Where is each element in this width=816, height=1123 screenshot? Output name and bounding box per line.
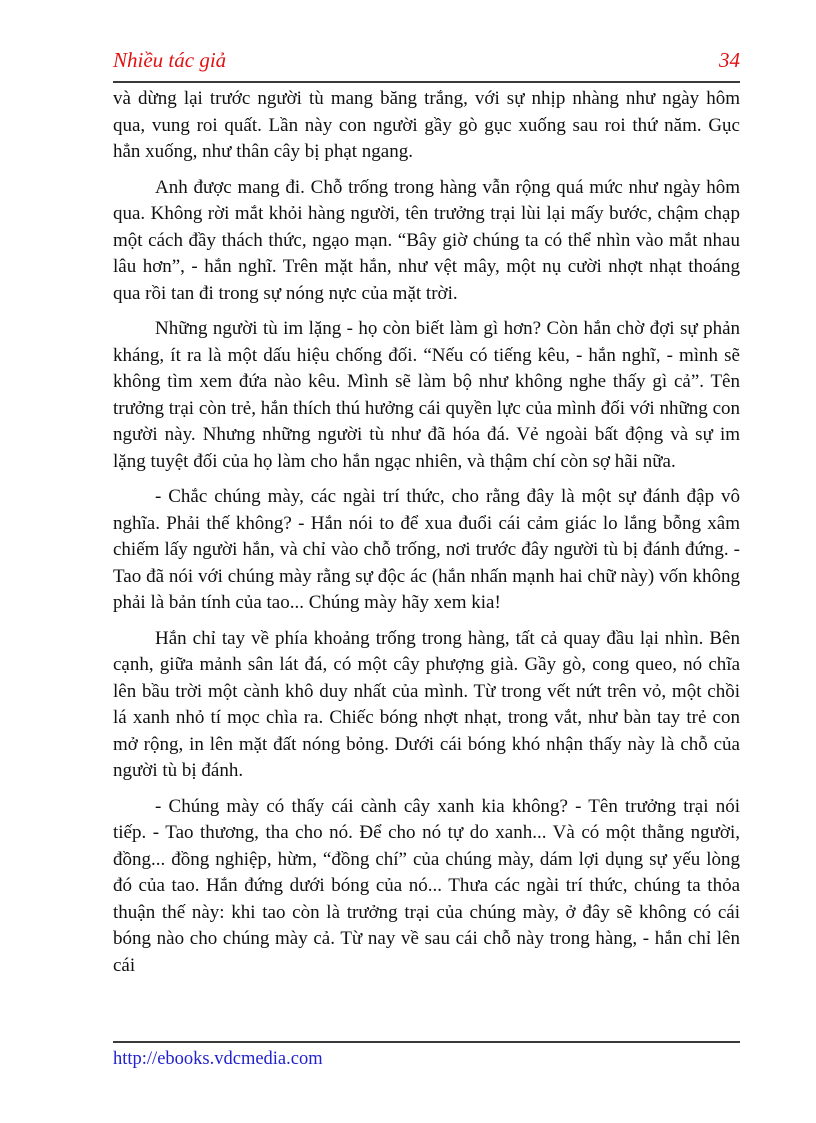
header-page-number: 34: [719, 48, 740, 72]
footer-url-link[interactable]: http://ebooks.vdcmedia.com: [113, 1049, 323, 1069]
header-rule: [113, 81, 740, 83]
paragraph: - Chắc chúng mày, các ngài trí thức, cho rằng đây là một sự đánh đập vô nghĩa. Phải thế không? - Hắn nói to để xua đuổi cái cảm giác lo lắng bỗng xâm chiếm lấy người hắn, và chỉ vào chỗ trống, nơi trước đây người tù bị đánh đứng. - Tao đã nói với chúng mày rằng sự độc ác (hắn nhấn mạnh hai chữ này) vốn không phải là bản tính của tao... Chúng mày hãy xem kia!: [113, 486, 740, 613]
paragraph: Những người tù im lặng - họ còn biết làm gì hơn? Còn hắn chờ đợi sự phản kháng, ít ra là một dấu hiệu chống đối. “Nếu có tiếng kêu, - hắn nghĩ, - mình sẽ không tìm xem đứa nào kêu. Mình sẽ làm bộ như không nghe thấy gì cả”. Tên trưởng trại còn trẻ, hắn thích thú hưởng cái quyền lực của mình đối với những con người này. Nhưng những người tù như đã hóa đá. Vẻ ngoài bất động và sự im lặng tuyệt đối của họ làm cho hắn ngạc nhiên, và thậm chí còn sợ hãi nữa.: [113, 318, 740, 472]
paragraph: - Chúng mày có thấy cái cành cây xanh kia không? - Tên trưởng trại nói tiếp. - Tao thương, tha cho nó. Để cho nó tự do xanh... Và có một thằng người, đồng... đồng nghiệp, hừm, “đồng chí” của chúng mày, dám lợi dụng sự yếu lòng đó của tao. Hắn đứng dưới bóng của nó... Thưa các ngài trí thức, chúng ta thỏa thuận thế này: khi tao còn là trưởng trại của chúng mày, ở đây sẽ không có cái bóng nào cho chúng mày cả. Từ nay về sau cái chỗ này trong hàng, - hắn chỉ lên cái: [113, 795, 740, 976]
body-text: [113, 86, 740, 1031]
paragraph: Hắn chỉ tay về phía khoảng trống trong hàng, tất cả quay đầu lại nhìn. Bên cạnh, giữa mảnh sân lát đá, có một cây phượng già. Gầy gò, cong queo, nó chĩa lên bầu trời một cành khô duy nhất của mình. Từ trong vết nứt trên vỏ, một chồi lá xanh nhỏ tí mọc chìa ra. Chiếc bóng nhợt nhạt, trong vắt, như bàn tay trẻ con mở rộng, in lên mặt đất nóng bỏng. Dưới cái bóng khó nhận thấy này là chỗ của người tù bị đánh.: [113, 627, 740, 781]
header-author-title: Nhiều tác giả: [113, 48, 227, 72]
page-header: [113, 48, 740, 72]
paragraph: Anh được mang đi. Chỗ trống trong hàng vẫn rộng quá mức như ngày hôm qua. Không rời mắt khỏi hàng người, tên trưởng trại lùi lại mấy bước, chậm chạp một cách đầy thách thức, ngạo mạn. “Bây giờ chúng ta có thể nhìn vào mắt nhau lâu hơn”, - hắn nghĩ. Trên mặt hắn, như vệt mây, một nụ cười nhợt nhạt thoáng qua rồi tan đi trong sự nóng nực của mặt trời.: [113, 176, 740, 304]
paragraph: và dừng lại trước người tù mang băng trắng, với sự nhịp nhàng như ngày hôm qua, vung roi quất. Lần này con người gầy gò gục xuống sau roi thứ năm. Gục hẳn xuống, như thân cây bị phạt ngang.: [113, 88, 740, 162]
footer-rule: [113, 1041, 740, 1043]
